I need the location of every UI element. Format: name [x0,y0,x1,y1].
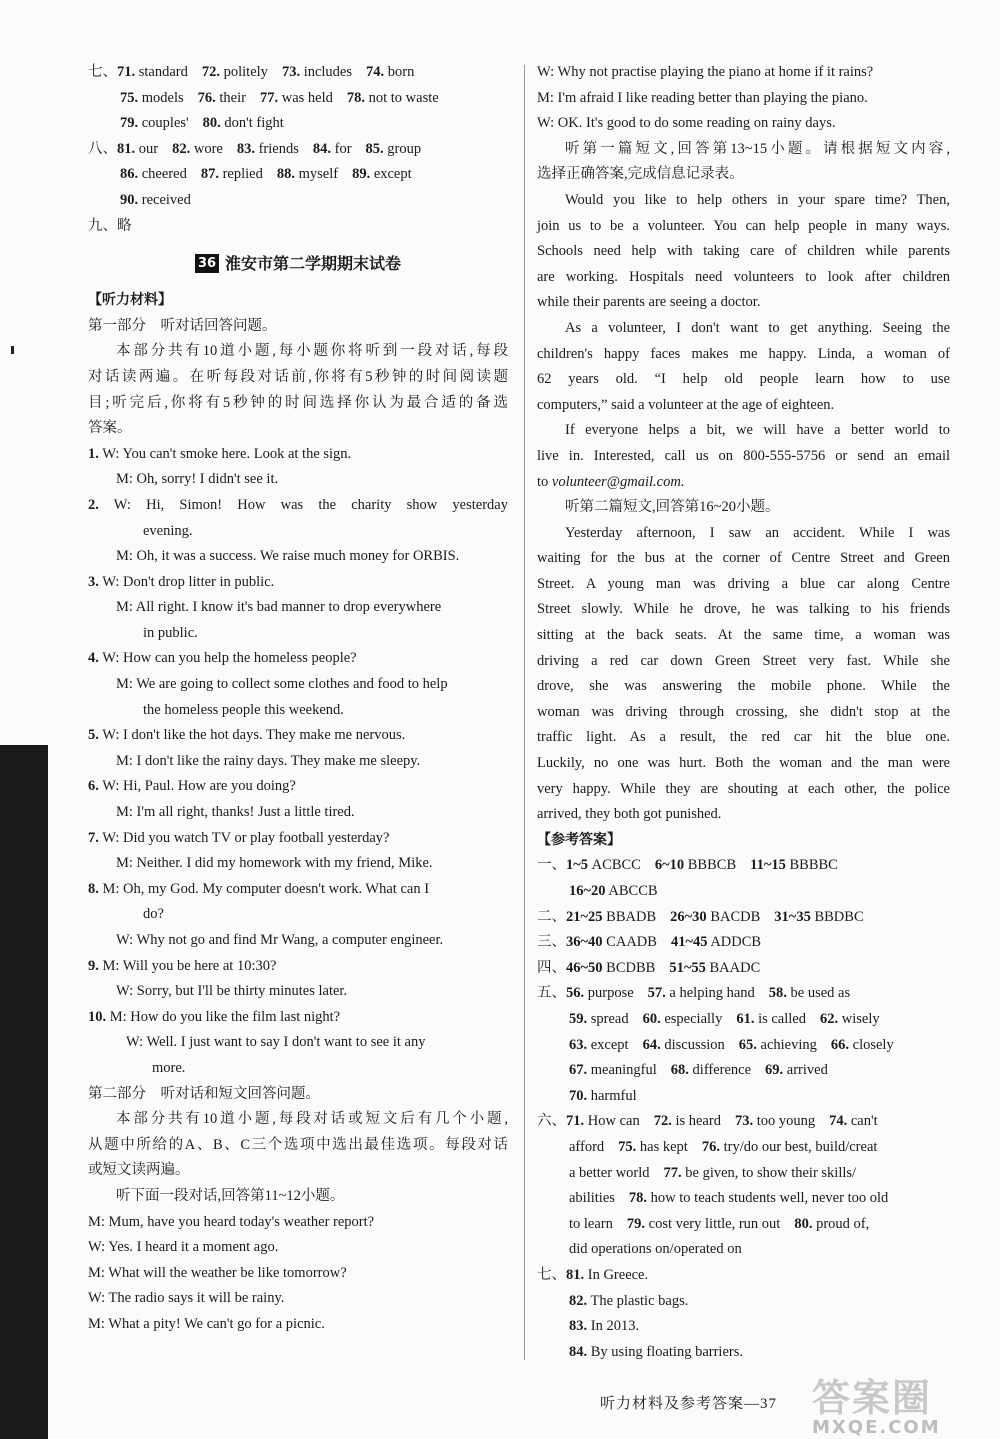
dialogue-text: W: Did you watch TV or play football yesterday? [102,829,390,846]
conversation-line: M: I'm afraid I like reading better than playing the piano. [537,89,868,106]
email-address: volunteer@gmail.com. [551,473,685,490]
item-number: 71. [117,64,136,80]
item-number: 74. [829,1113,848,1130]
answer-text: to learn [569,1215,613,1232]
answer-text: did operations on/operated on [569,1241,742,1258]
answer-line [537,1033,950,1059]
item-number: 88. [276,166,295,183]
item-number: 64. [642,1036,661,1053]
passage-line: As a volunteer, I don't want to get anything. Seeing the [565,319,950,336]
section-number: 五、 [537,985,566,1002]
item-range: 46~50 [566,959,603,976]
dialogue-line [88,723,508,749]
item-number: 65. [738,1036,757,1053]
answer-line [88,60,508,86]
dialogue-text: W: How can you help the homeless people? [102,650,357,667]
item-number: 83. [236,140,255,157]
answer-text: harmful [590,1087,637,1104]
item-number: 77. [259,89,279,106]
item-number: 85. [365,140,384,157]
item-number: 60. [642,1010,661,1027]
answer-text: except [590,1036,629,1053]
dialogue-line [88,493,508,519]
passage-line: sitting at the back seats. At the same time, a woman was [537,627,950,644]
answer-text: BBBCB [687,857,737,874]
passage-line: waiting for the bus at the corner of Centre Street and Green [537,550,950,567]
answer-text: try/do our best, build/creat [723,1138,878,1155]
section-number: 四、 [537,959,566,976]
right-column [537,60,950,1365]
watermark-url: MXQE.COM [812,1417,941,1438]
answer-text: BAADC [709,959,761,976]
passage-intro: 听第二篇短文,回答第16~20小题。 [565,499,780,516]
answer-text: can't [850,1113,878,1130]
item-number: 68. [670,1062,689,1079]
answer-line [537,1058,950,1084]
answer-text: especially [664,1010,723,1027]
dialogue-line: W: Why not go and find Mr Wang, a computer engineer. [116,932,444,948]
conversation-line: W: Yes. I heard it a moment ago. [88,1239,279,1256]
dialogue-line: W: Sorry, but I'll be thirty minutes later. [116,983,348,1000]
answer-text: be given, to show their skills/ [685,1164,857,1181]
answer-text: myself [298,166,339,183]
answer-line [537,981,950,1007]
dialogue-text: M: Will you be here at 10:30? [102,957,277,974]
item-number: 77. [663,1164,682,1181]
answer-text: couples' [141,115,189,132]
item-number: 6. [88,778,99,795]
dialogue-line: M: I'm all right, thanks! Just a little tired. [116,804,355,821]
dialogue-line [88,1005,508,1031]
section-number: 七、 [88,64,117,80]
scan-shadow [0,745,48,1439]
conversation-line: M: What a pity! We can't go for a picnic. [88,1315,325,1332]
answer-line [88,162,508,188]
passage-line: join us to be a volunteer. You can help people in many ways. [537,217,950,234]
answer-line [88,188,508,214]
conversation-line: W: The radio says it will be rainy. [88,1290,285,1307]
watermark-logo [812,1378,941,1438]
item-number: 71. [566,1113,585,1130]
item-number: 80. [794,1215,813,1232]
answers-header: 【参考答案】 [537,831,621,848]
answer-text: discussion [664,1036,725,1053]
item-number: 78. [346,89,365,106]
answer-text: abilities [569,1190,615,1207]
section-number: 二、 [537,908,566,925]
exam-number-badge: 36 [195,254,219,273]
passage-line: Street slowly. While he drove, he was talking to his friends [537,601,950,618]
item-range: 21~25 [566,908,603,925]
item-number: 66. [830,1036,850,1053]
item-number: 84. [569,1343,588,1360]
answer-text: their [219,89,246,106]
answer-text: models [141,89,184,106]
item-number: 67. [569,1062,588,1079]
answer-line [537,1314,950,1340]
dialogue-line [88,570,508,596]
answer-text: be used as [790,985,851,1002]
item-number: 75. [618,1138,637,1155]
answer-text: includes [303,64,353,80]
answer-text: ADDCB [710,934,762,951]
answer-text: In Greece. [587,1266,649,1283]
answer-line [537,1263,950,1289]
answer-line [537,1212,950,1238]
passage-line: traffic light. As a result, the red car hit the blue one. [537,729,950,746]
answer-line [537,905,950,931]
dialogue-line [88,877,508,903]
answer-text: don't fight [224,115,284,132]
passage-line: are working. Hospitals need volunteers to look after children [537,268,950,285]
answer-text: afford [569,1138,605,1155]
email-prefix: to [537,473,552,490]
passage-line: woman was driving through crossing, she didn't stop at the [537,703,950,720]
scan-mark [11,346,14,354]
answer-text: born [387,64,415,80]
answer-line [537,1084,950,1110]
answer-text: BBBBC [789,857,838,874]
answer-line [537,1161,950,1187]
answer-text: CAADB [606,934,657,951]
dialogue-line [88,826,508,852]
answer-line [537,1237,950,1263]
answer-text: proud of, [816,1215,870,1232]
item-number: 3. [88,573,99,590]
item-range: 11~15 [750,857,786,874]
dialogue-line: M: We are going to collect some clothes and food to help [116,676,448,693]
dialogue-line: in public. [143,624,198,641]
intro-line: 本部分共有10道小题,每段对话或短文后有几个小题, [116,1111,508,1128]
item-number: 10. [88,1008,107,1025]
passage-line: driving a red car down Green Street very fast. While she [537,652,950,669]
answer-text: ABCCB [608,883,658,899]
dialogue-text: M: Oh, my God. My computer doesn't work. What can I [102,880,430,897]
answer-text: cheered [141,166,187,183]
passage-line: Would you like to help others in your spare time? Then, [565,191,950,208]
part2-title: 第二部分 听对话和短文回答问题。 [88,1085,320,1102]
item-number: 9. [88,957,99,974]
item-number: 58. [768,985,787,1002]
intro-line: 目;听完后,你将有5秒钟的时间选择你认为最合适的备选 [88,394,508,411]
dialogue-line [88,646,508,672]
answer-text: not to waste [368,89,439,106]
answer-line [537,930,950,956]
passage-line: Schools need help with taking care of children while parents [537,243,950,260]
exam-title-text: 淮安市第二学期期末试卷 [225,254,402,274]
passage-intro: 听第一篇短文,回答第13~15小题。请根据短文内容, [565,140,950,157]
dialogue-line: M: Oh, it was a success. We raise much money for ORBIS. [116,548,460,565]
answer-line [537,853,950,879]
item-range: 31~35 [774,908,811,925]
item-number: 76. [701,1138,720,1155]
section-number: 一、 [537,857,566,874]
intro-line: 答案。 [88,420,132,437]
dialogue-line: M: Oh, sorry! I didn't see it. [116,471,279,488]
answer-line [537,1135,950,1161]
answer-line [537,1340,950,1366]
answer-text: politely [223,64,268,80]
answer-text: difference [692,1062,752,1079]
passage-line: very happy. While they are shouting at each other, the police [537,780,950,797]
answer-text: for [334,140,352,157]
dialogue-line: W: Well. I just want to say I don't want to see it any [126,1034,426,1051]
answer-text: achieving [760,1036,817,1053]
dialogue-line [88,774,508,800]
item-number: 7. [88,829,99,846]
section-number: 八、 [88,140,117,157]
item-number: 56. [566,985,585,1002]
answer-text: is heard [675,1113,721,1130]
answer-text: group [387,140,422,157]
answer-text: meaningful [590,1062,657,1079]
dialogue-text: W: Hi, Simon! How was the charity show yesterday [113,496,508,513]
item-number: 5. [88,727,99,744]
section-number: 三、 [537,934,566,951]
item-number: 75. [120,89,139,106]
left-column [88,60,508,1338]
passage-line: live in. Interested, call us on 800-555-5756 or send an email [537,447,950,464]
dialogue-line: M: All right. I know it's bad manner to drop everywhere [116,599,442,616]
answer-line [537,1289,950,1315]
passage-line: children's happy faces makes me happy. Linda, a woman of [537,345,950,362]
column-divider [524,65,525,1360]
passage-line: Luckily, no one was hurt. Both the woman and the man were [537,755,950,772]
conversation-line: W: Why not practise playing the piano at home if it rains? [537,64,874,80]
item-number: 83. [569,1318,588,1335]
listening-header: 【听力材料】 [88,292,172,309]
answer-text: received [141,191,191,208]
item-number: 79. [626,1215,646,1232]
answer-text: how to teach students well, never too old [650,1190,889,1207]
passage-line: while their parents are seeing a doctor. [537,294,761,311]
item-number: 63. [569,1036,588,1053]
answer-text: standard [138,64,188,80]
item-number: 74. [366,64,385,80]
conversation-line: M: What will the weather be like tomorrow? [88,1264,347,1281]
intro-line: 或短文读两遍。 [88,1162,190,1179]
item-number: 90. [120,191,139,208]
item-number: 8. [88,880,99,897]
answer-text: ACBCC [591,857,641,874]
exam-title [88,249,508,279]
item-number: 59. [569,1010,588,1027]
item-number: 84. [312,140,331,157]
item-number: 4. [88,650,99,667]
dialogue-line: M: Neither. I did my homework with my friend, Mike. [116,855,433,872]
answer-text: The plastic bags. [590,1292,689,1309]
item-range: 51~55 [669,959,706,976]
item-range: 41~45 [670,934,708,951]
answer-line [537,1109,950,1135]
item-number: 72. [653,1113,672,1130]
answer-text: BBDBC [814,908,864,925]
item-number: 87. [200,166,219,183]
item-number: 70. [569,1087,588,1104]
dialogue-line: the homeless people this weekend. [143,701,344,718]
answer-text: has kept [639,1138,688,1155]
conversation-line: W: OK. It's good to do some reading on rainy days. [537,115,836,132]
answer-line [88,137,508,163]
watermark-text: 答案圈 [812,1376,933,1420]
dialogue-line [88,954,508,980]
item-number: 82. [172,140,191,157]
item-number: 78. [628,1190,648,1207]
dialogue-line: more. [152,1059,186,1076]
item-range: 36~40 [566,934,603,951]
answer-text: spread [590,1010,629,1027]
passage-line: drove, she was answering the mobile phone. While the [537,678,950,695]
intro-line: 本部分共有10道小题,每小题你将听到一段对话,每段 [116,343,508,360]
answer-line [537,956,950,982]
section-number: 七、 [537,1266,566,1283]
dialogue-text: W: Don't drop litter in public. [102,573,275,590]
item-number: 73. [281,64,301,80]
dialogue-text: W: You can't smoke here. Look at the sign. [102,445,352,462]
item-number: 79. [120,115,139,132]
passage-line [537,470,950,496]
answer-text: purpose [587,985,634,1002]
item-number: 61. [736,1010,755,1027]
item-number: 86. [120,166,139,183]
question-intro: 听下面一段对话,回答第11~12小题。 [116,1187,345,1204]
item-number: 80. [202,115,221,132]
page-footer: 听力材料及参考答案—37 [600,1396,778,1412]
answer-text: closely [852,1036,894,1053]
answer-text: was held [281,89,333,106]
item-range: 16~20 [569,883,606,899]
item-number: 73. [734,1113,754,1130]
passage-line: 62 years old. “I help old people learn how to use [537,371,950,388]
item-number: 2. [88,496,99,513]
dialogue-line: do? [143,906,164,923]
intro-line: 从题中所给的A、B、C三个选项中选出最佳选项。每段对话 [88,1136,508,1153]
conversation-line: M: Mum, have you heard today's weather report? [88,1213,375,1230]
answer-text: BBADB [606,908,657,925]
dialogue-line: M: I don't like the rainy days. They make me sleepy. [116,752,421,769]
intro-line: 对话读两遍。在听每段对话前,你将有5秒钟的时间阅读题 [88,368,508,385]
item-number: 82. [569,1292,588,1309]
passage-intro: 选择正确答案,完成信息记录表。 [537,166,744,183]
item-range: 26~30 [670,908,707,925]
item-number: 57. [647,985,666,1002]
dialogue-text: W: Hi, Paul. How are you doing? [102,778,296,795]
answer-text: wore [193,140,223,157]
answer-text: By using floating barriers. [590,1343,743,1360]
answer-text: In 2013. [590,1318,640,1335]
passage-line: arrived, they both got punished. [537,806,722,823]
answer-line [88,86,508,112]
dialogue-line [88,442,508,468]
answer-line [537,1186,950,1212]
item-number: 69. [765,1062,784,1079]
answer-text: BCDBB [606,959,656,976]
answer-text: a better world [569,1164,650,1181]
passage-line: If everyone helps a bit, we will have a better world to [565,422,950,439]
item-range: 6~10 [654,857,685,874]
item-number: 89. [352,166,371,183]
answer-text: How can [587,1113,640,1130]
passage-line: Yesterday afternoon, I saw an accident. While I was [565,524,950,541]
answer-line [537,879,950,905]
answer-text: cost very little, run out [648,1215,781,1232]
item-number: 81. [566,1266,585,1283]
answer-text: except [373,166,412,183]
answer-text: friends [258,140,299,157]
item-number: 62. [820,1010,839,1027]
answer-line [537,1007,950,1033]
answer-text: is called [758,1010,806,1027]
item-range: 1~5 [566,857,589,874]
section-nine: 九、略 [88,217,132,234]
answer-text: BACDB [710,908,761,925]
passage-line: computers,” said a volunteer at the age of eighteen. [537,396,835,413]
answer-text: replied [222,166,263,183]
answer-text: too young [756,1113,816,1130]
item-number: 81. [117,140,136,157]
answer-text: arrived [786,1062,828,1079]
item-number: 72. [201,64,220,80]
passage-line: Street. A young man was driving a blue car along Centre [537,575,950,592]
section-number: 六、 [537,1113,566,1130]
dialogue-text: M: How do you like the film last night? [109,1008,341,1025]
answer-text: our [138,140,159,157]
item-number: 1. [88,445,99,462]
dialogue-line: evening. [143,522,193,539]
answer-text: a helping hand [669,985,755,1002]
answer-line [88,111,508,137]
item-number: 76. [197,89,216,106]
dialogue-text: W: I don't like the hot days. They make me nervous. [102,727,406,744]
answer-text: wisely [841,1010,880,1027]
part1-title: 第一部分 听对话回答问题。 [88,317,277,334]
